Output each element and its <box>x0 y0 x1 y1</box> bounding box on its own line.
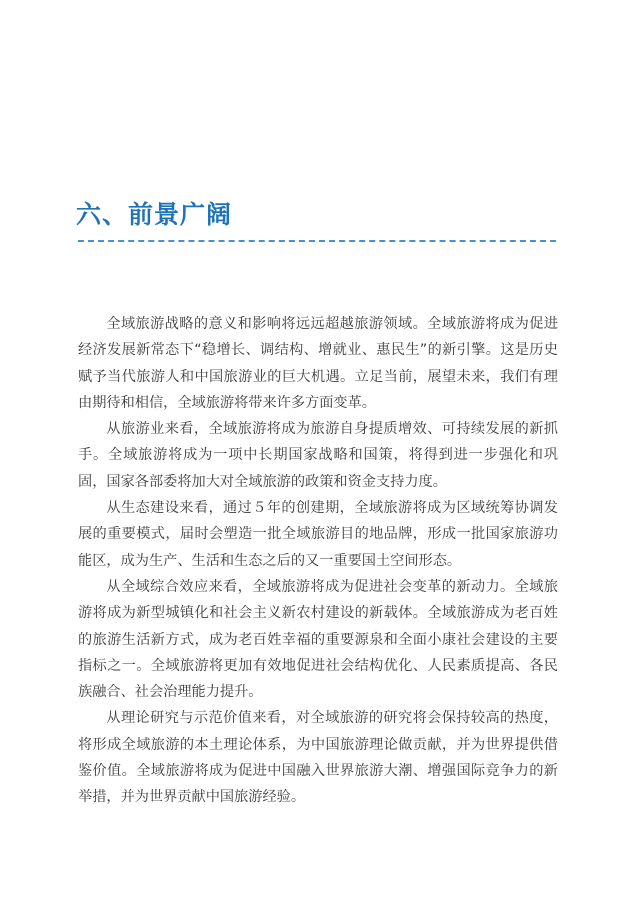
body-text <box>78 311 558 811</box>
title-dashed-divider <box>78 240 556 242</box>
section-title: 六、前景广阔 <box>76 200 233 229</box>
paragraph-tourism-industry: 从旅游业来看，全域旅游将成为旅游自身提质增效、可持续发展的新抓手。全域旅游将成为一项中长期国家战略和国策，将得到进一步强化和巩固，国家各部委将加大对全域旅游的政策和资金支持力度。 <box>78 421 558 490</box>
paragraph-ecological-construction: 从生态建设来看，通过５年的创建期，全域旅游将成为区域统筹协调发展的重要模式，届时会塑造一批全域旅游目的地品牌，形成一批国家旅游功能区，成为生产、生活和生态之后的又一重要国土空间形态。 <box>78 500 558 569</box>
paragraph-theory-research: 从理论研究与示范价值来看，对全域旅游的研究将会保持较高的热度，将形成全域旅游的本土理论体系，为中国旅游理论做贡献，并为世界提供借鉴价值。全域旅游将成为促进中国融入世界旅游大潮、增强国际竞争力的新举措，并为世界贡献中国旅游经验。 <box>78 710 558 806</box>
paragraph-comprehensive-effect: 从全域综合效应来看，全域旅游将成为促进社会变革的新动力。全域旅游将成为新型城镇化和社会主义新农村建设的新载体。全域旅游成为老百姓的旅游生活新方式，成为老百姓幸福的重要源泉和全面小康社会建设的主要指标之一。全域旅游将更加有效地促进社会结构优化、人民素质提高、各民族融合、社会治理能力提升。 <box>78 578 558 701</box>
paragraph-intro: 全域旅游战略的意义和影响将远远超越旅游领域。全域旅游将成为促进经济发展新常态下“稳增长、调结构、增就业、惠民生”的新引擎。这是历史赋予当代旅游人和中国旅游业的巨大机遇。立足当前，展望未来，我们有理由期待和相信，全域旅游将带来许多方面变革。 <box>78 316 558 411</box>
